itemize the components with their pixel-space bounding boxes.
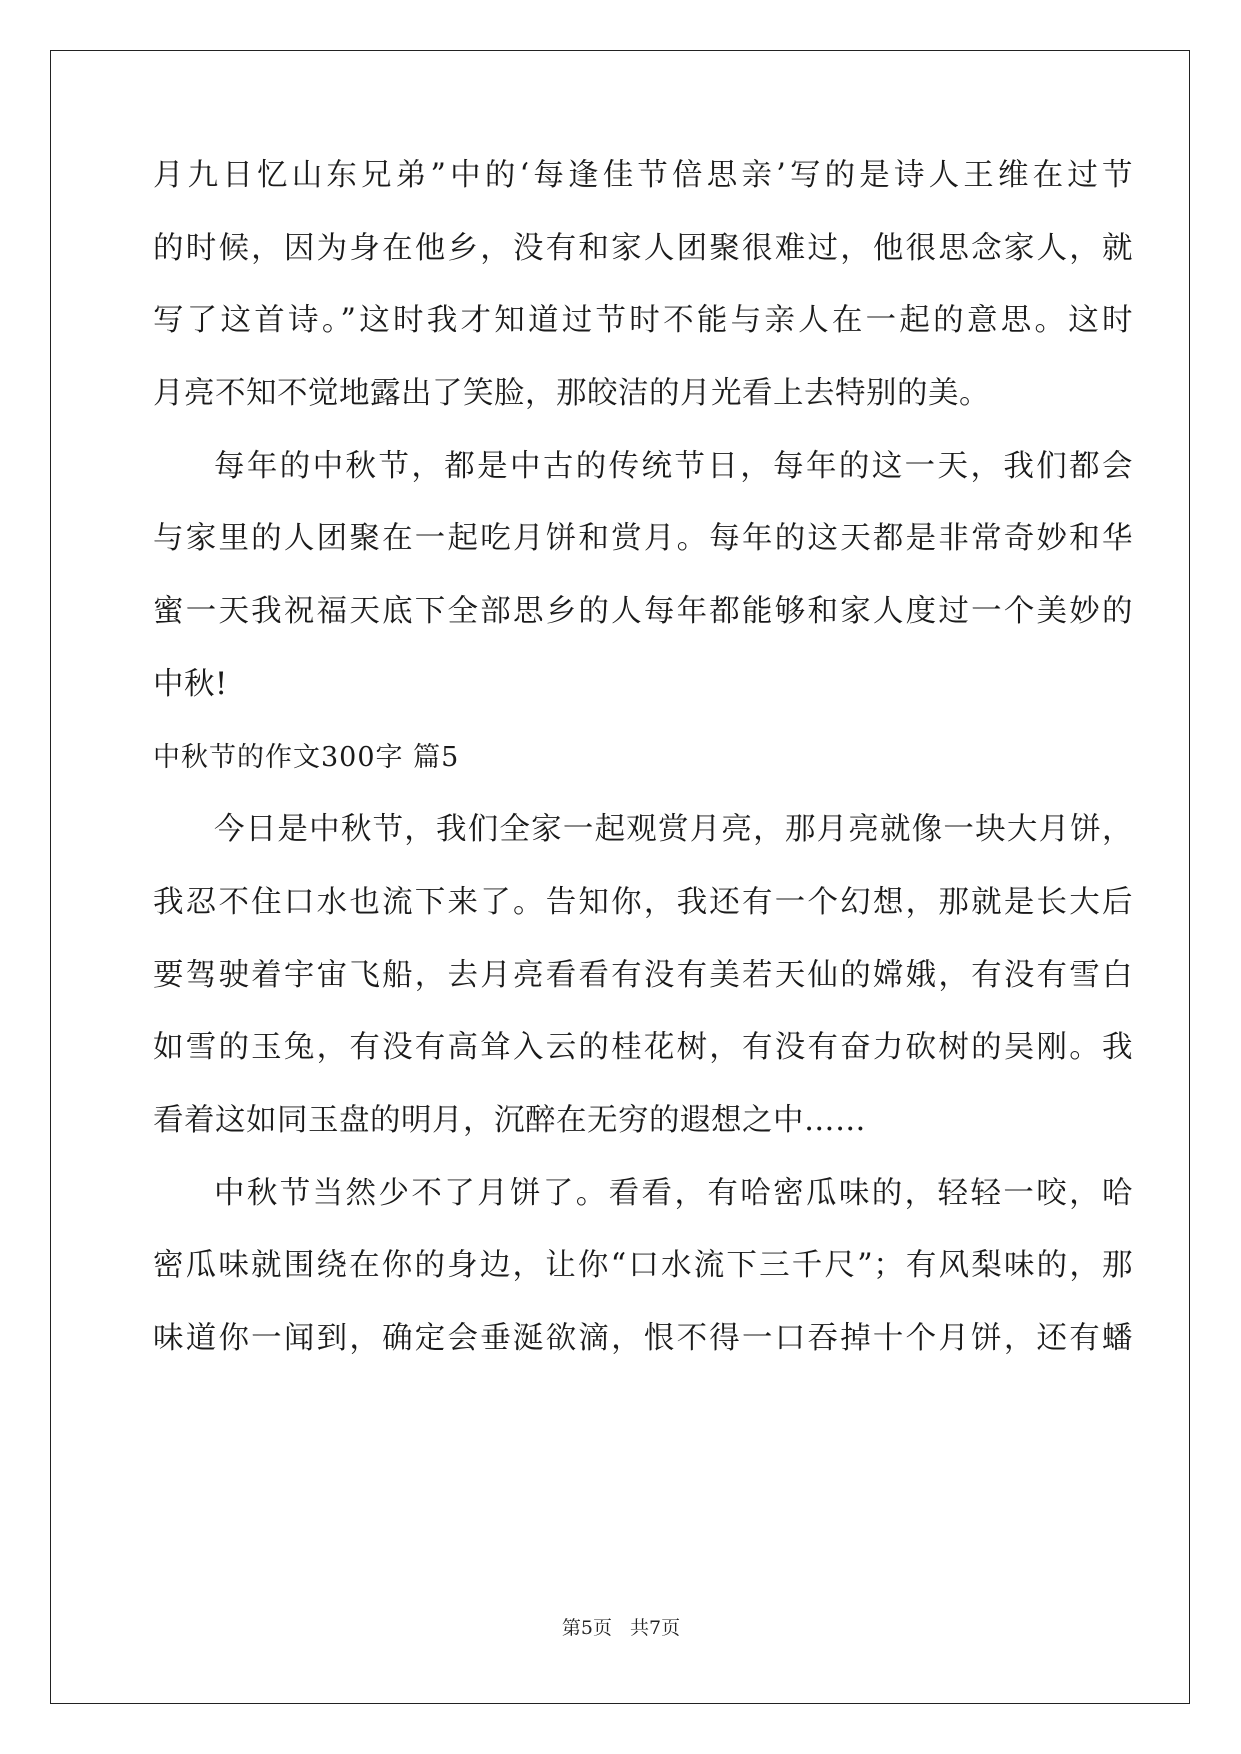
text-line: 要驾驶着宇宙飞船，去月亮看看有没有美若天仙的嫦娥，有没有雪白 [153,958,1133,993]
text-line: 月亮不知不觉地露出了笑脸，那皎洁的月光看上去特别的美。 [153,376,990,411]
text-line: 每年的中秋节，都是中古的传统节日，每年的这一天，我们都会 [214,449,1133,484]
text-line: 看着这如同玉盘的明月，沉醉在无穷的遐想之中…… [153,1103,866,1138]
text-line: 蜜一天我祝福天底下全部思乡的人每年都能够和家人度过一个美妙的 [153,594,1133,629]
text-line: 味道你一闻到，确定会垂涎欲滴，恨不得一口吞掉十个月饼，还有蟠 [153,1321,1133,1356]
page-total: 共7页 [630,1617,681,1639]
text-line: 写了这首诗。”这时我才知道过节时不能与亲人在一起的意思。这时 [153,303,1133,338]
text-line: 密瓜味就围绕在你的身边，让你“口水流下三千尺”；有风梨味的，那 [153,1248,1133,1283]
text-line: 与家里的人团聚在一起吃月饼和赏月。每年的这天都是非常奇妙和华 [153,521,1133,556]
text-line: 如雪的玉兔，有没有高耸入云的桂花树，有没有奋力砍树的吴刚。我 [153,1030,1133,1065]
text-line: 中秋节当然少不了月饼了。看看，有哈密瓜味的，轻轻一咬，哈 [214,1176,1133,1211]
section-heading: 中秋节的作文300字 篇5 [153,742,460,773]
document-page [50,50,1190,1704]
page-number: 第5页 [561,1617,612,1639]
text-line: 我忍不住口水也流下来了。告知你，我还有一个幻想，那就是长大后 [153,885,1133,920]
text-line: 中秋! [153,667,228,702]
text-line: 的时候，因为身在他乡，没有和家人团聚很难过，他很思念家人，就 [153,231,1133,266]
text-line: 月九日忆山东兄弟”中的‘每逢佳节倍思亲’写的是诗人王维在过节 [153,158,1133,193]
text-line: 今日是中秋节，我们全家一起观赏月亮，那月亮就像一块大月饼， [214,812,1133,847]
page-footer [51,1613,1191,1640]
